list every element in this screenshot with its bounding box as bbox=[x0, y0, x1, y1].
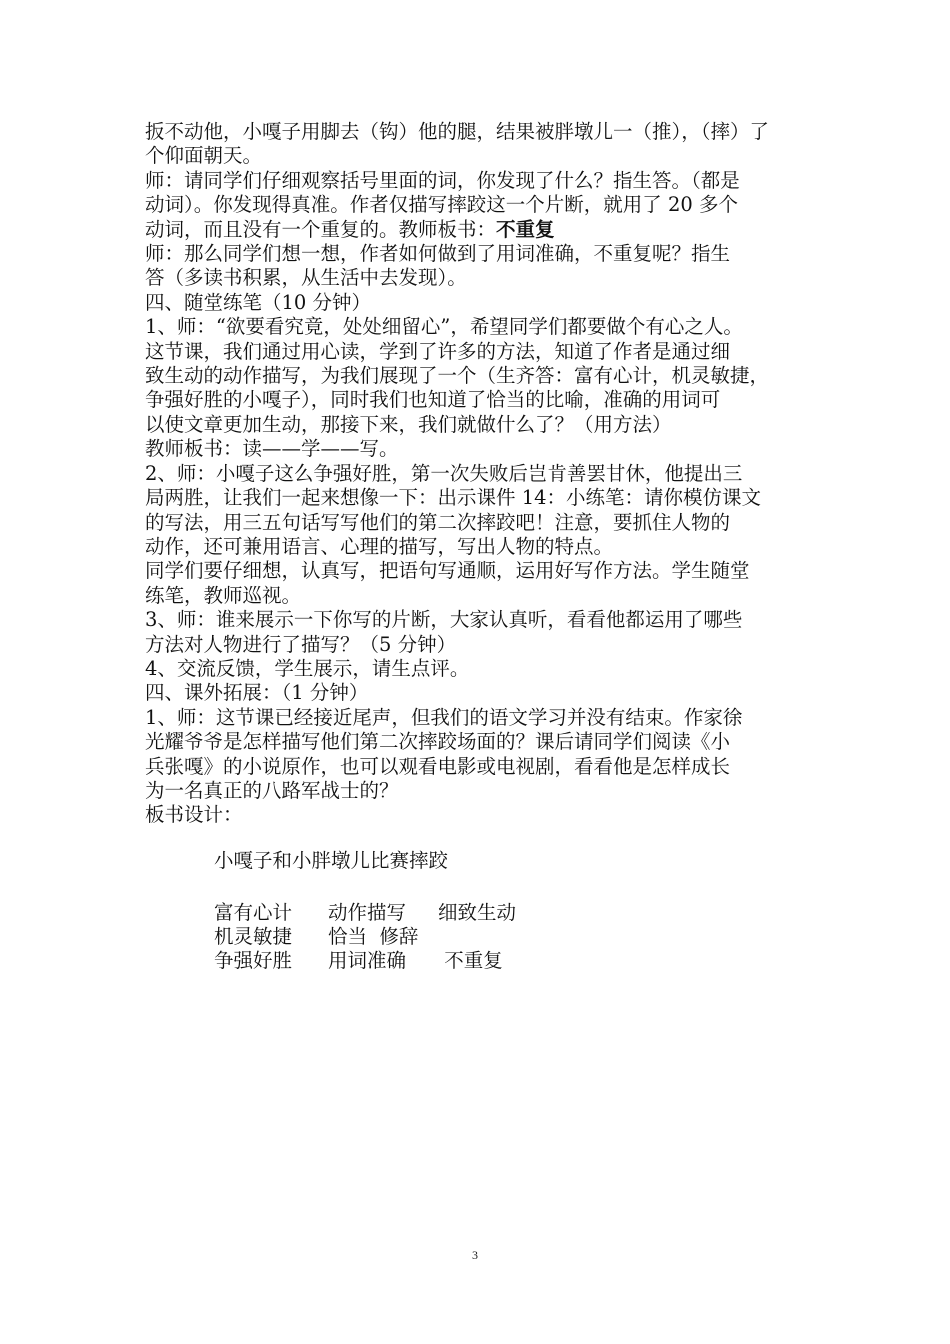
board-cell: 细致生动 bbox=[438, 901, 517, 924]
text-line: 2、师：小嘎子这么争强好胜，第一次失败后岂肯善罢甘休，他提出三 bbox=[145, 461, 743, 485]
bold-phrase: 不重复 bbox=[496, 217, 555, 241]
text-line: 1、师：这节课已经接近尾声，但我们的语文学习并没有结束。作家徐 bbox=[145, 705, 743, 729]
body-text bbox=[145, 120, 825, 828]
text-line: 以使文章更加生动，那接下来，我们就做什么了？（用方法） bbox=[145, 412, 672, 436]
text-line: 争强好胜的小嘎子），同时我们也知道了恰当的比喻，准确的用词可 bbox=[145, 388, 721, 412]
text-line: 为一名真正的八路军战士的？ bbox=[145, 778, 399, 802]
text-line: 扳不动他，小嘎子用脚去（钩）他的腿，结果被胖墩儿一（推），（摔）了 bbox=[145, 120, 770, 143]
text-line: 师：那么同学们想一想，作者如何做到了用词准确，不重复呢？指生 bbox=[145, 242, 731, 266]
board-row bbox=[214, 945, 503, 973]
text-segment: 动词，而且没有一个重复的。教师板书： bbox=[145, 217, 497, 241]
text-line: 光耀爷爷是怎样描写他们第二次摔跤场面的？课后请同学们阅读《小 bbox=[145, 730, 731, 754]
text-line-with-bold bbox=[145, 218, 825, 242]
text-line: 个仰面朝天。 bbox=[145, 144, 263, 168]
text-line: 3、师：谁来展示一下你写的片断，大家认真听，看看他都运用了哪些 bbox=[145, 608, 743, 632]
board-cell: 动作描写 bbox=[328, 901, 407, 924]
board-cell: 恰当 修辞 bbox=[328, 925, 419, 948]
text-line: 局两胜，让我们一起来想像一下：出示课件 14：小练笔：请你模仿课文 bbox=[145, 486, 762, 510]
text-line: 师：请同学们仔细观察括号里面的词，你发现了什么？指生答。（都是 bbox=[145, 168, 740, 192]
text-line: 兵张嘎》的小说原作，也可以观看电影或电视剧，看看他是怎样成长 bbox=[145, 754, 731, 778]
section-heading: 四、课外拓展：（1 分钟） bbox=[145, 681, 369, 705]
board-design-heading: 板书设计： bbox=[145, 803, 243, 827]
text-line: 同学们要仔细想，认真写，把语句写通顺，运用好写作方法。学生随堂 bbox=[145, 559, 750, 583]
text-line: 教师板书：读——学——写。 bbox=[145, 437, 399, 461]
text-line: 的写法，用三五句话写写他们的第二次摔跤吧！注意，要抓住人物的 bbox=[145, 510, 731, 534]
board-cell: 争强好胜 bbox=[214, 949, 293, 972]
board-cell: 机灵敏捷 bbox=[214, 925, 293, 948]
text-line: 答（多读书积累，从生活中去发现）。 bbox=[145, 266, 467, 290]
text-line: 4、交流反馈，学生展示，请生点评。 bbox=[145, 656, 470, 680]
board-cell: 不重复 bbox=[438, 949, 503, 972]
text-line: 动作，还可兼用语言、心理的描写，写出人物的特点。 bbox=[145, 534, 614, 558]
text-line: 方法对人物进行了描写？（5 分钟） bbox=[145, 632, 457, 656]
text-line: 致生动的动作描写，为我们展现了一个（生齐答：富有心计，机灵敏捷， bbox=[145, 364, 770, 388]
text-line: 这节课，我们通过用心读，学到了许多的方法，知道了作者是通过细 bbox=[145, 339, 731, 363]
text-line: 动词）。你发现得真准。作者仅描写摔跤这一个片断，就用了 20 多个 bbox=[145, 193, 738, 217]
board-cell: 用词准确 bbox=[328, 949, 407, 972]
section-heading: 四、随堂练笔（10 分钟） bbox=[145, 290, 372, 314]
text-line: 练笔，教师巡视。 bbox=[145, 583, 302, 607]
text-line: 1、师：“欲要看究竟，处处细留心”，希望同学们都要做个有心之人。 bbox=[145, 315, 743, 339]
board-title: 小嘎子和小胖墩儿比赛摔跤 bbox=[214, 849, 449, 872]
board-cell: 富有心计 bbox=[214, 901, 293, 924]
page-number: 3 bbox=[472, 1248, 478, 1262]
